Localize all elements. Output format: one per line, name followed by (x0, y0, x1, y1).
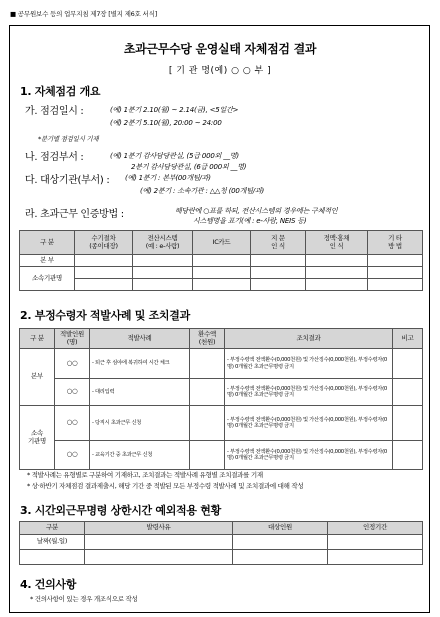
section3-heading: 3. 시간외근무명령 상한시간 예외적용 현황 (20, 504, 221, 517)
auth-col-ic-card: IC카드 (193, 231, 251, 255)
violation-row (20, 441, 423, 470)
auth-method-desc-1: 해당란에 ○표를 하되, 전산시스템의 경우에는 구체적인 (175, 207, 338, 215)
violation-header-row (20, 329, 423, 349)
table-cell[interactable] (85, 535, 233, 550)
table-cell[interactable] (251, 267, 306, 279)
violation-col-category: 구 분 (20, 329, 55, 349)
violation-col-amount: 환수액 (천원) (190, 329, 225, 349)
table-cell[interactable] (251, 255, 306, 267)
table-cell[interactable] (190, 349, 225, 379)
auth-row-affiliate-2 (20, 279, 423, 291)
section1-heading: 1. 자체점검 개요 (20, 85, 101, 98)
section4-heading: 4. 건의사항 (20, 578, 77, 591)
table-cell[interactable] (368, 255, 423, 267)
table-cell[interactable] (328, 535, 423, 550)
form-reference-header: ■ 공무원보수 등의 업무지침 제7장 [별지 제6호 서식] (10, 10, 158, 18)
auth-col-other: 기 타 방 법 (368, 231, 423, 255)
table-cell[interactable] (368, 267, 423, 279)
table-cell[interactable] (85, 550, 233, 565)
table-cell[interactable] (133, 279, 193, 291)
table-cell[interactable] (75, 279, 133, 291)
violation-group-hq: 본부 (20, 349, 55, 406)
document-title: 초과근무수당 운영실태 자체점검 결과 (123, 42, 317, 56)
violation-row (20, 379, 423, 406)
auth-row-affiliate-1 (20, 267, 423, 279)
violation-row (20, 349, 423, 379)
table-cell[interactable] (393, 379, 423, 406)
section2-heading: 2. 부정수령자 적발사례 및 조치결과 (20, 309, 190, 322)
violation-table (19, 328, 423, 470)
exception-col-period: 인정기간 (328, 522, 423, 535)
table-cell[interactable] (251, 279, 306, 291)
auth-row-affiliate-label: 소속기관명 (20, 267, 75, 291)
inspection-dept-q2: 2분기 감사담당관실, (6급 000외 __명) (131, 163, 247, 171)
violation-col-action: 조치결과 (225, 329, 393, 349)
agency-name: [ 기 관 명(예) ○ ○ 부 ] (168, 66, 272, 76)
auth-col-vein-iris: 정맥·홍채 인 식 (306, 231, 368, 255)
violation-case: - 대리입력 (90, 379, 190, 406)
auth-col-system: 전산시스템 (예 : e-사람) (133, 231, 193, 255)
overtime-exception-table (19, 521, 423, 565)
exception-date-label: 날짜(월.일) (20, 535, 85, 550)
violation-case: - 퇴근 후 심야에 복귀하여 시간 체크 (90, 349, 190, 379)
violation-action: - 부정수령액 전액환수(0,000천원) 및 가산징수(0,000천원), 부정수령자(0명) 0개월간 초과근무명령 금지 (225, 379, 393, 406)
violation-note-2: * 상·하반기 자체점검 결과제출시, 해당 기간 중 적발된 모든 부정수령 적발사례 및 조치결과에 대해 작성 (27, 482, 304, 490)
auth-method-desc-2: 시스템명을 표기(예 : e-사람, NEIS 등) (193, 217, 307, 225)
auth-col-manual: 수기절차 (종이대장) (75, 231, 133, 255)
exception-col-category: 구분 (20, 522, 85, 535)
table-cell[interactable] (393, 441, 423, 470)
violation-count: ○○ (55, 379, 90, 406)
table-cell[interactable] (193, 255, 251, 267)
table-cell[interactable] (306, 279, 368, 291)
violation-action: - 부정수령액 전액환수(0,000천원) 및 가산징수(0,000천원), 부정수령자(0명) 0개월간 초과근무명령 금지 (225, 441, 393, 470)
auth-col-category: 구 분 (20, 231, 75, 255)
violation-count: ○○ (55, 349, 90, 379)
inspection-date-label: 가. 점검일시 : (25, 106, 84, 117)
exception-col-target: 대상인원 (233, 522, 328, 535)
auth-method-table (19, 230, 423, 291)
suggestion-note: * 건의사항이 있는 경우 개조식으로 작성 (30, 595, 138, 603)
table-cell[interactable] (133, 255, 193, 267)
table-cell[interactable] (233, 550, 328, 565)
table-cell[interactable] (190, 441, 225, 470)
violation-col-remark: 비고 (393, 329, 423, 349)
table-cell[interactable] (368, 279, 423, 291)
violation-action: - 부정수령액 전액환수(0,000천원) 및 가산징수(0,000천원), 부정수령자(0명) 0개월간 초과근무명령 금지 (225, 406, 393, 441)
exception-col-reason: 발령사유 (85, 522, 233, 535)
table-cell[interactable] (193, 267, 251, 279)
table-cell[interactable] (133, 267, 193, 279)
auth-col-fingerprint: 지 문 인 식 (251, 231, 306, 255)
table-cell[interactable] (20, 550, 85, 565)
table-cell[interactable] (193, 279, 251, 291)
inspection-dept-q1: (예) 1분기 감사담당관실, (5급 000외 __명) (110, 152, 239, 160)
exception-row-empty (20, 550, 423, 565)
exception-row (20, 535, 423, 550)
table-cell[interactable] (233, 535, 328, 550)
inspection-date-note: *분기별 점검일시 기재 (38, 135, 99, 143)
violation-case: - 교육기간 중 초과근무 신청 (90, 441, 190, 470)
target-agency-q2: (예) 2분기 : 소속기관 : △△청 (00개팀/과) (140, 187, 265, 195)
violation-col-case: 적발사례 (90, 329, 190, 349)
auth-method-label: 라. 초과근무 인증방법 : (25, 209, 124, 220)
table-cell[interactable] (75, 255, 133, 267)
table-cell[interactable] (328, 550, 423, 565)
violation-count: ○○ (55, 441, 90, 470)
violation-count: ○○ (55, 406, 90, 441)
table-cell[interactable] (306, 255, 368, 267)
violation-row (20, 406, 423, 441)
table-cell[interactable] (190, 406, 225, 441)
violation-col-count: 적발인원 (명) (55, 329, 90, 349)
inspection-dept-label: 나. 점검부서 : (25, 152, 84, 163)
table-cell[interactable] (393, 349, 423, 379)
auth-row-hq (20, 255, 423, 267)
table-cell[interactable] (75, 267, 133, 279)
table-cell[interactable] (393, 406, 423, 441)
violation-action: - 부정수령액 전액환수(0,000천원) 및 가산징수(0,000천원), 부정수령자(0명) 0개월간 초과근무명령 금지 (225, 349, 393, 379)
auth-row-hq-label: 본 부 (20, 255, 75, 267)
violation-note-1: * 적발사례는 유형별로 구분하여 기재하고, 조치결과는 적발사례 유형별 조치결과를 기재 (27, 471, 263, 479)
table-cell[interactable] (190, 379, 225, 406)
target-agency-q1: (예) 1분기 : 본부(00개팀/과) (125, 174, 211, 182)
table-cell[interactable] (306, 267, 368, 279)
violation-case: - 당직시 초과근무 신청 (90, 406, 190, 441)
inspection-date-q1: (예) 1분기 2.10(월) ~ 2.14(금), <5일간> (110, 106, 239, 114)
violation-group-affiliate: 소속 기관명 (20, 406, 55, 470)
target-agency-label: 다. 대상기관(부서) : (25, 175, 110, 186)
inspection-date-q2: (예) 2분기 5.10(월), 20:00 ~ 24:00 (110, 119, 222, 127)
auth-table-header-row (20, 231, 423, 255)
exception-header-row (20, 522, 423, 535)
